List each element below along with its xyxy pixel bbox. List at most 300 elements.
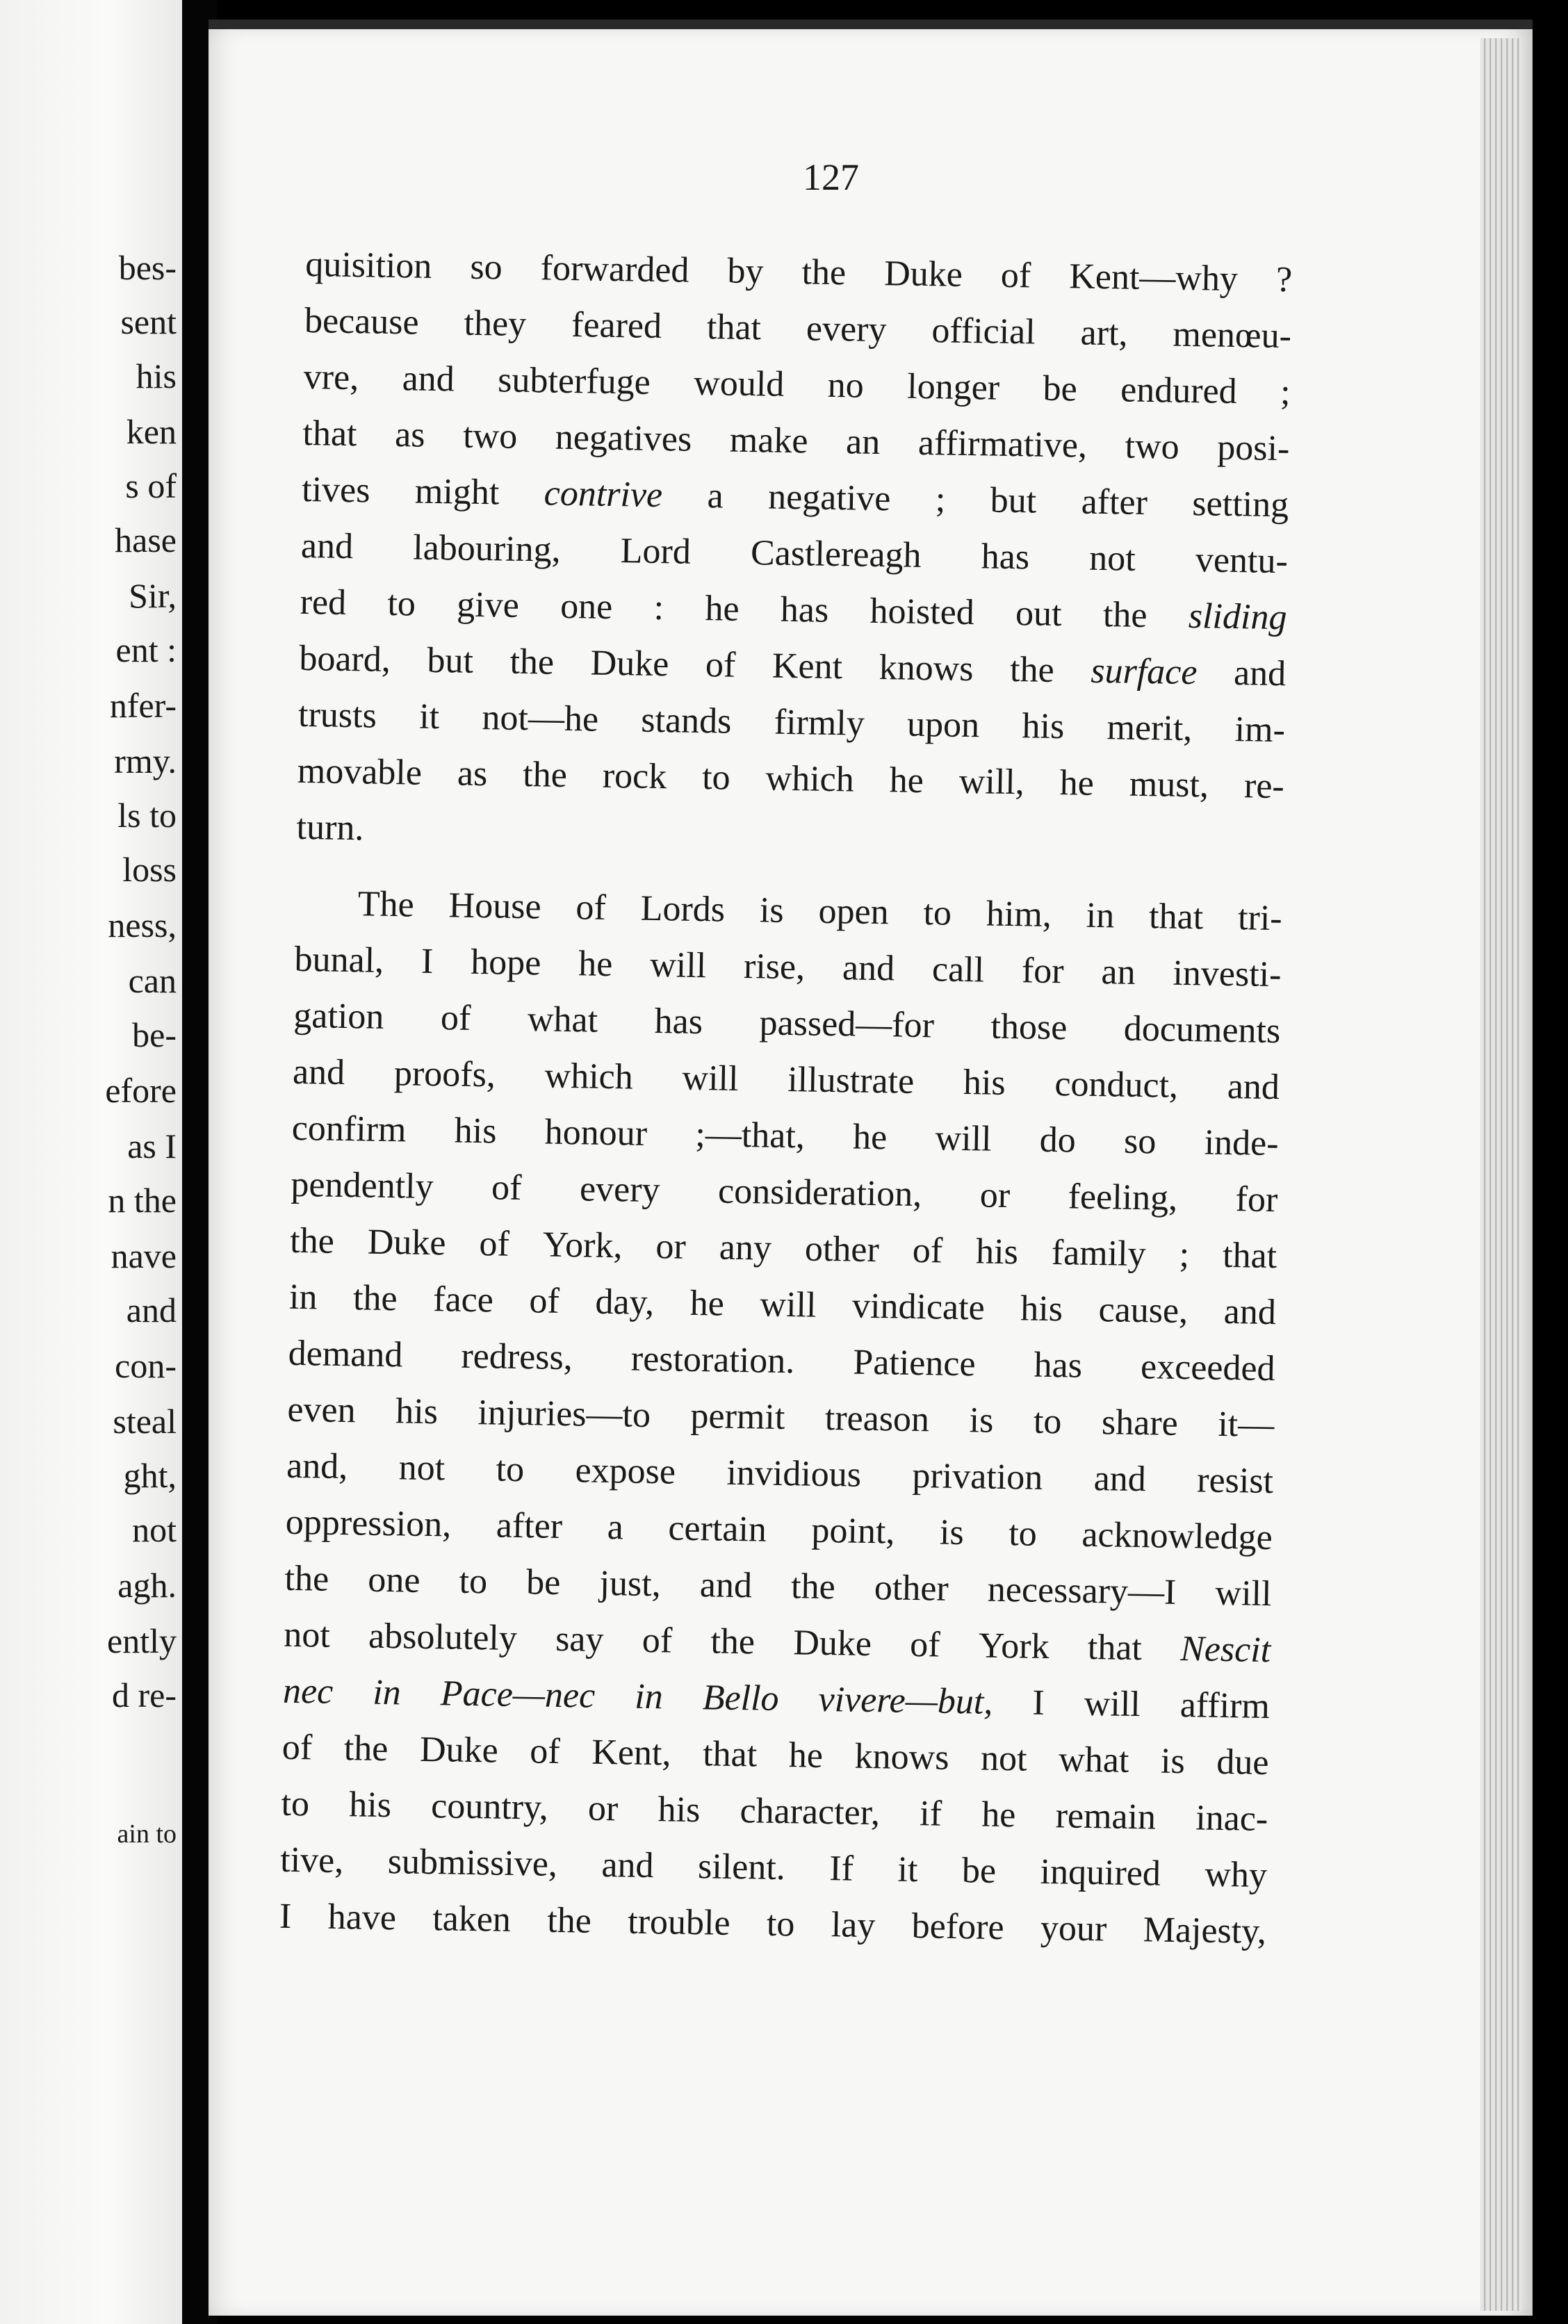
word: his bbox=[1020, 1288, 1063, 1329]
word: character, bbox=[740, 1791, 881, 1833]
word: inac- bbox=[1195, 1798, 1268, 1840]
word: by bbox=[727, 251, 764, 292]
left-page-fragment: loss bbox=[122, 850, 177, 889]
word: as bbox=[394, 415, 425, 455]
word: setting bbox=[1191, 484, 1289, 525]
word: is bbox=[759, 890, 785, 931]
word: cause, bbox=[1098, 1290, 1189, 1332]
word: Duke bbox=[883, 254, 963, 295]
left-page-fragment: be- bbox=[132, 1015, 177, 1054]
word: I bbox=[420, 941, 434, 982]
word: submissive, bbox=[387, 1842, 558, 1884]
left-page-fragment: his bbox=[136, 357, 177, 395]
word: the bbox=[710, 1621, 756, 1662]
word: so bbox=[470, 247, 503, 288]
left-page-fragment: rmy. bbox=[114, 742, 177, 780]
word: absolutely bbox=[368, 1616, 518, 1659]
word: Pace—nec bbox=[440, 1674, 596, 1716]
word: due bbox=[1216, 1742, 1269, 1783]
left-page-fragment: nfer- bbox=[109, 686, 177, 725]
word: demand bbox=[288, 1333, 403, 1375]
left-page-fragment: ls to bbox=[117, 796, 177, 835]
word: permit bbox=[690, 1396, 785, 1438]
word: gation bbox=[293, 995, 384, 1037]
word: to bbox=[387, 583, 416, 624]
left-page-fragment: steal bbox=[113, 1402, 177, 1441]
word: I bbox=[1032, 1683, 1045, 1723]
word: acknowledge bbox=[1081, 1514, 1273, 1558]
word: the bbox=[343, 1728, 389, 1769]
word: pendently bbox=[291, 1164, 434, 1207]
word: not—he bbox=[482, 698, 599, 739]
word: to bbox=[766, 1904, 795, 1945]
word: redress, bbox=[461, 1336, 573, 1378]
word: that bbox=[1148, 897, 1204, 938]
word: honour bbox=[544, 1112, 648, 1154]
word: ; bbox=[1280, 373, 1291, 413]
word: longer bbox=[906, 366, 1000, 408]
word: in bbox=[288, 1277, 318, 1318]
word: confirm bbox=[291, 1108, 407, 1150]
word: the bbox=[522, 755, 568, 795]
word: not bbox=[980, 1738, 1028, 1779]
word: turn. bbox=[296, 807, 364, 849]
word: Majesty, bbox=[1143, 1910, 1267, 1952]
word: his bbox=[395, 1391, 439, 1432]
word: of bbox=[642, 1620, 673, 1661]
word: those bbox=[990, 1006, 1068, 1048]
word: vre, bbox=[303, 357, 359, 398]
word: every bbox=[806, 309, 887, 350]
body-text bbox=[279, 236, 1292, 1960]
word: of bbox=[575, 887, 607, 928]
word: rock bbox=[602, 755, 667, 797]
word: an bbox=[1101, 952, 1136, 992]
word: nec bbox=[282, 1671, 334, 1712]
left-page-fragment: bes- bbox=[118, 248, 177, 287]
word: negative bbox=[767, 477, 891, 519]
word: vivere—but, bbox=[818, 1679, 993, 1722]
word: of bbox=[440, 998, 471, 1038]
word: Duke bbox=[590, 643, 669, 685]
word: has bbox=[981, 537, 1030, 578]
word: his bbox=[658, 1790, 701, 1831]
word: which bbox=[544, 1056, 634, 1097]
left-page-fragment: ain to bbox=[117, 1819, 177, 1849]
word: negatives bbox=[555, 417, 692, 459]
page-edges bbox=[1480, 38, 1522, 2311]
word: forwarded bbox=[540, 248, 689, 290]
word: to bbox=[701, 758, 731, 798]
word: in bbox=[372, 1672, 402, 1713]
word: it bbox=[418, 696, 440, 737]
word: he bbox=[578, 944, 613, 985]
word: expose bbox=[575, 1450, 676, 1492]
word: the bbox=[284, 1558, 329, 1599]
word: that bbox=[1087, 1627, 1143, 1669]
word: will bbox=[649, 944, 707, 986]
word: has bbox=[654, 1001, 703, 1042]
word: is bbox=[969, 1400, 994, 1441]
left-page-fragment: hase bbox=[115, 521, 177, 559]
left-page-fragment: ght, bbox=[123, 1456, 177, 1495]
word: face bbox=[432, 1279, 494, 1320]
word: and bbox=[402, 359, 455, 400]
word: that bbox=[706, 307, 762, 348]
word: must, bbox=[1129, 764, 1209, 805]
left-page-fragment: con- bbox=[115, 1346, 177, 1385]
word: ; bbox=[935, 480, 946, 520]
word: of bbox=[912, 1230, 943, 1271]
word: remain bbox=[1055, 1796, 1157, 1838]
word: ? bbox=[1275, 259, 1293, 300]
word: to bbox=[1033, 1401, 1062, 1442]
word: labouring, bbox=[412, 527, 562, 570]
left-page-fragment: ent : bbox=[115, 630, 177, 669]
word: certain bbox=[668, 1508, 767, 1550]
word: any bbox=[719, 1227, 772, 1268]
word: one bbox=[560, 586, 613, 627]
word: is bbox=[1160, 1741, 1186, 1782]
word: the bbox=[546, 1900, 592, 1941]
word: but bbox=[427, 640, 474, 681]
word: tive, bbox=[279, 1840, 344, 1881]
word: movable bbox=[297, 751, 423, 793]
word: and bbox=[699, 1565, 753, 1606]
word: I bbox=[279, 1896, 292, 1936]
word: merit, bbox=[1106, 707, 1193, 749]
word: and bbox=[601, 1844, 655, 1886]
word: silent. bbox=[697, 1847, 786, 1888]
word: menœu- bbox=[1173, 314, 1292, 357]
word: point, bbox=[811, 1510, 895, 1552]
word: endured bbox=[1120, 370, 1238, 412]
word: just, bbox=[599, 1563, 662, 1605]
word: his bbox=[963, 1063, 1006, 1103]
word: sliding bbox=[1188, 596, 1287, 638]
word: every bbox=[579, 1169, 661, 1211]
word: illustrate bbox=[787, 1060, 915, 1102]
word: the bbox=[1009, 649, 1055, 690]
left-page-fragment: as I bbox=[127, 1127, 177, 1165]
word: im- bbox=[1234, 710, 1286, 751]
word: of bbox=[529, 1731, 561, 1772]
word: passed—for bbox=[759, 1003, 935, 1046]
word: has bbox=[780, 589, 829, 630]
word: proofs, bbox=[393, 1054, 496, 1095]
word: affirm bbox=[1179, 1685, 1271, 1727]
word: which bbox=[765, 758, 855, 800]
left-page-fragment: not bbox=[132, 1510, 177, 1549]
word: tri- bbox=[1237, 898, 1283, 939]
word: has bbox=[1034, 1345, 1083, 1386]
word: inde- bbox=[1204, 1122, 1280, 1164]
word: : bbox=[653, 587, 664, 628]
left-page-fragment: Sir, bbox=[129, 576, 177, 615]
left-page-fragment: d re- bbox=[112, 1676, 177, 1715]
word: re- bbox=[1243, 766, 1285, 807]
word: House bbox=[448, 885, 541, 927]
word: he bbox=[788, 1735, 824, 1776]
word: Lords bbox=[640, 888, 726, 930]
word: knows bbox=[879, 648, 974, 689]
word: of bbox=[491, 1168, 522, 1209]
word: Kent—why bbox=[1068, 256, 1239, 300]
word: or bbox=[979, 1175, 1011, 1216]
word: a bbox=[607, 1507, 624, 1548]
word: so bbox=[1123, 1121, 1157, 1162]
word: will, bbox=[958, 761, 1025, 803]
word: family bbox=[1051, 1233, 1147, 1275]
word: tives bbox=[301, 469, 370, 511]
word: be bbox=[1043, 368, 1078, 409]
word: in bbox=[634, 1676, 664, 1717]
word: Patience bbox=[852, 1342, 976, 1384]
left-page-fragment: can bbox=[128, 961, 177, 1000]
word: feeling, bbox=[1068, 1177, 1178, 1218]
word: consideration, bbox=[717, 1171, 922, 1215]
word: other bbox=[874, 1568, 949, 1609]
word: before bbox=[911, 1906, 1005, 1948]
word: of bbox=[479, 1224, 510, 1264]
word: and bbox=[842, 948, 895, 989]
left-page-fragment: n the bbox=[108, 1181, 177, 1220]
left-page-fragment: s of bbox=[125, 466, 177, 505]
word: and, bbox=[286, 1446, 348, 1487]
word: and bbox=[1233, 653, 1287, 694]
word: hoisted bbox=[869, 591, 975, 633]
word: because bbox=[304, 300, 420, 343]
word: feared bbox=[571, 305, 662, 347]
word: trouble bbox=[627, 1901, 731, 1943]
word: Duke bbox=[419, 1729, 499, 1771]
word: his bbox=[348, 1785, 392, 1826]
word: invidious bbox=[726, 1452, 862, 1495]
word: it— bbox=[1217, 1404, 1275, 1446]
word: exceeded bbox=[1140, 1347, 1276, 1389]
word: what bbox=[1058, 1740, 1129, 1781]
word: it bbox=[897, 1849, 918, 1890]
word: and bbox=[1223, 1291, 1277, 1333]
word: will bbox=[760, 1284, 817, 1325]
word: Castlereagh bbox=[750, 533, 922, 575]
word: will bbox=[935, 1118, 992, 1159]
word: surface bbox=[1090, 650, 1198, 693]
word: knows bbox=[854, 1736, 949, 1778]
word: of bbox=[909, 1624, 941, 1665]
word: resist bbox=[1196, 1460, 1274, 1502]
word: bunal, bbox=[294, 939, 384, 981]
word: privation bbox=[912, 1455, 1043, 1498]
word: ;—that, bbox=[694, 1114, 806, 1156]
word: The bbox=[357, 884, 415, 925]
word: and bbox=[1093, 1459, 1147, 1500]
word: or bbox=[655, 1227, 687, 1267]
word: hope bbox=[470, 942, 541, 983]
word: subterfuge bbox=[497, 360, 651, 402]
word: for bbox=[1235, 1179, 1278, 1220]
word: board, bbox=[299, 638, 391, 680]
word: as bbox=[457, 753, 488, 794]
word: that bbox=[702, 1734, 758, 1775]
word: official bbox=[931, 311, 1036, 352]
word: and bbox=[292, 1051, 345, 1093]
word: make bbox=[729, 420, 808, 461]
word: in bbox=[1086, 895, 1115, 936]
word: after bbox=[496, 1505, 563, 1547]
word: to bbox=[496, 1449, 525, 1490]
word: the bbox=[1102, 595, 1148, 636]
word: would bbox=[693, 363, 785, 404]
word: affirmative, bbox=[917, 423, 1088, 466]
word: after bbox=[1081, 482, 1148, 523]
word: be bbox=[961, 1851, 997, 1891]
word: they bbox=[464, 303, 527, 344]
word: ventu- bbox=[1195, 540, 1289, 582]
word: his bbox=[975, 1231, 1019, 1273]
word: no bbox=[827, 365, 865, 406]
word: the bbox=[801, 252, 847, 293]
word: not bbox=[1088, 538, 1136, 579]
left-facing-page bbox=[0, 0, 182, 2324]
left-page-fragment: and bbox=[126, 1291, 177, 1329]
left-page-fragment: sent bbox=[120, 302, 177, 341]
left-page-fragment: ness, bbox=[108, 906, 177, 944]
word: a bbox=[707, 476, 724, 516]
word: country, bbox=[430, 1786, 549, 1828]
word: why bbox=[1204, 1854, 1268, 1896]
word: two bbox=[1125, 426, 1180, 467]
word: Nescit bbox=[1179, 1629, 1271, 1671]
word: do bbox=[1039, 1120, 1077, 1161]
word: to bbox=[923, 893, 952, 933]
word: be bbox=[525, 1562, 561, 1603]
word: documents bbox=[1123, 1008, 1281, 1051]
word: day, bbox=[595, 1282, 655, 1323]
word: taken bbox=[432, 1899, 512, 1940]
word: investi- bbox=[1173, 953, 1282, 995]
word: one bbox=[367, 1560, 420, 1601]
word: for bbox=[1021, 951, 1065, 992]
left-page-fragment: efore bbox=[105, 1071, 177, 1110]
word: ; bbox=[1179, 1234, 1190, 1275]
word: open bbox=[818, 891, 890, 933]
word: will bbox=[682, 1058, 739, 1099]
word: what bbox=[527, 999, 598, 1040]
word: vindicate bbox=[851, 1286, 986, 1328]
word: the bbox=[509, 641, 555, 682]
word: might bbox=[414, 471, 500, 513]
word: of bbox=[281, 1727, 313, 1768]
word: he bbox=[981, 1794, 1016, 1835]
word: oppression, bbox=[285, 1502, 452, 1545]
word: or bbox=[587, 1788, 619, 1829]
word: not bbox=[283, 1614, 331, 1655]
word: he bbox=[889, 760, 924, 801]
word: upon bbox=[906, 704, 980, 746]
word: of bbox=[529, 1281, 560, 1321]
word: Bello bbox=[702, 1678, 780, 1719]
word: say bbox=[555, 1619, 604, 1660]
word: the bbox=[289, 1220, 335, 1261]
word: call bbox=[931, 949, 985, 990]
word: share bbox=[1101, 1402, 1179, 1443]
word: that bbox=[1222, 1235, 1277, 1277]
word: Kent, bbox=[591, 1732, 671, 1774]
word: out bbox=[1015, 594, 1063, 635]
word: Duke bbox=[792, 1623, 872, 1664]
word: Duke bbox=[367, 1222, 446, 1263]
word: if bbox=[919, 1794, 942, 1834]
word: he bbox=[705, 589, 740, 629]
word: his bbox=[454, 1111, 497, 1152]
word: quisition bbox=[304, 244, 432, 286]
word: even bbox=[287, 1389, 357, 1431]
word: rise, bbox=[743, 947, 806, 988]
word: his bbox=[1022, 706, 1065, 747]
word: give bbox=[456, 584, 520, 625]
word: two bbox=[462, 416, 518, 457]
word: lay bbox=[831, 1905, 876, 1946]
word: and bbox=[300, 525, 354, 567]
word: your bbox=[1040, 1908, 1107, 1949]
word: Lord bbox=[620, 531, 692, 572]
word: the bbox=[790, 1566, 836, 1607]
word: he bbox=[689, 1283, 725, 1324]
word: contrive bbox=[544, 473, 663, 516]
word: of bbox=[1000, 255, 1031, 296]
word: not bbox=[398, 1448, 446, 1489]
word: he bbox=[852, 1117, 888, 1158]
word: him, bbox=[986, 894, 1052, 935]
word: trusts bbox=[297, 694, 377, 736]
word: inquired bbox=[1040, 1851, 1161, 1894]
word: Kent bbox=[771, 646, 843, 687]
page-number: 127 bbox=[803, 156, 859, 198]
left-page-fragment: nave bbox=[111, 1236, 177, 1275]
left-page-fragment: agh. bbox=[117, 1566, 177, 1605]
word: If bbox=[828, 1849, 854, 1889]
word: firmly bbox=[774, 702, 865, 744]
word: restoration. bbox=[630, 1339, 795, 1382]
word: to bbox=[459, 1561, 488, 1602]
word: conduct, bbox=[1054, 1064, 1179, 1106]
word: other bbox=[804, 1229, 880, 1270]
word: the bbox=[352, 1278, 398, 1319]
word: of bbox=[705, 645, 736, 685]
word: have bbox=[327, 1897, 397, 1938]
word: art, bbox=[1080, 313, 1128, 354]
word: York, bbox=[542, 1225, 623, 1266]
word: will bbox=[1215, 1573, 1272, 1614]
word: he bbox=[1059, 763, 1095, 803]
word: to bbox=[1008, 1514, 1038, 1554]
word: injuries—to bbox=[477, 1393, 651, 1435]
left-page-fragment: ken bbox=[126, 412, 177, 451]
word: necessary—I bbox=[987, 1569, 1177, 1612]
word: posi- bbox=[1216, 427, 1290, 469]
word: but bbox=[990, 480, 1037, 521]
word: that bbox=[302, 413, 357, 455]
word: stands bbox=[640, 700, 732, 742]
word: red bbox=[300, 582, 347, 623]
word: will bbox=[1084, 1683, 1141, 1725]
word: treason bbox=[824, 1398, 930, 1440]
left-page-fragment: ently bbox=[107, 1621, 177, 1660]
word: and bbox=[1227, 1066, 1280, 1108]
word: to bbox=[281, 1783, 310, 1824]
word: is bbox=[939, 1512, 965, 1553]
